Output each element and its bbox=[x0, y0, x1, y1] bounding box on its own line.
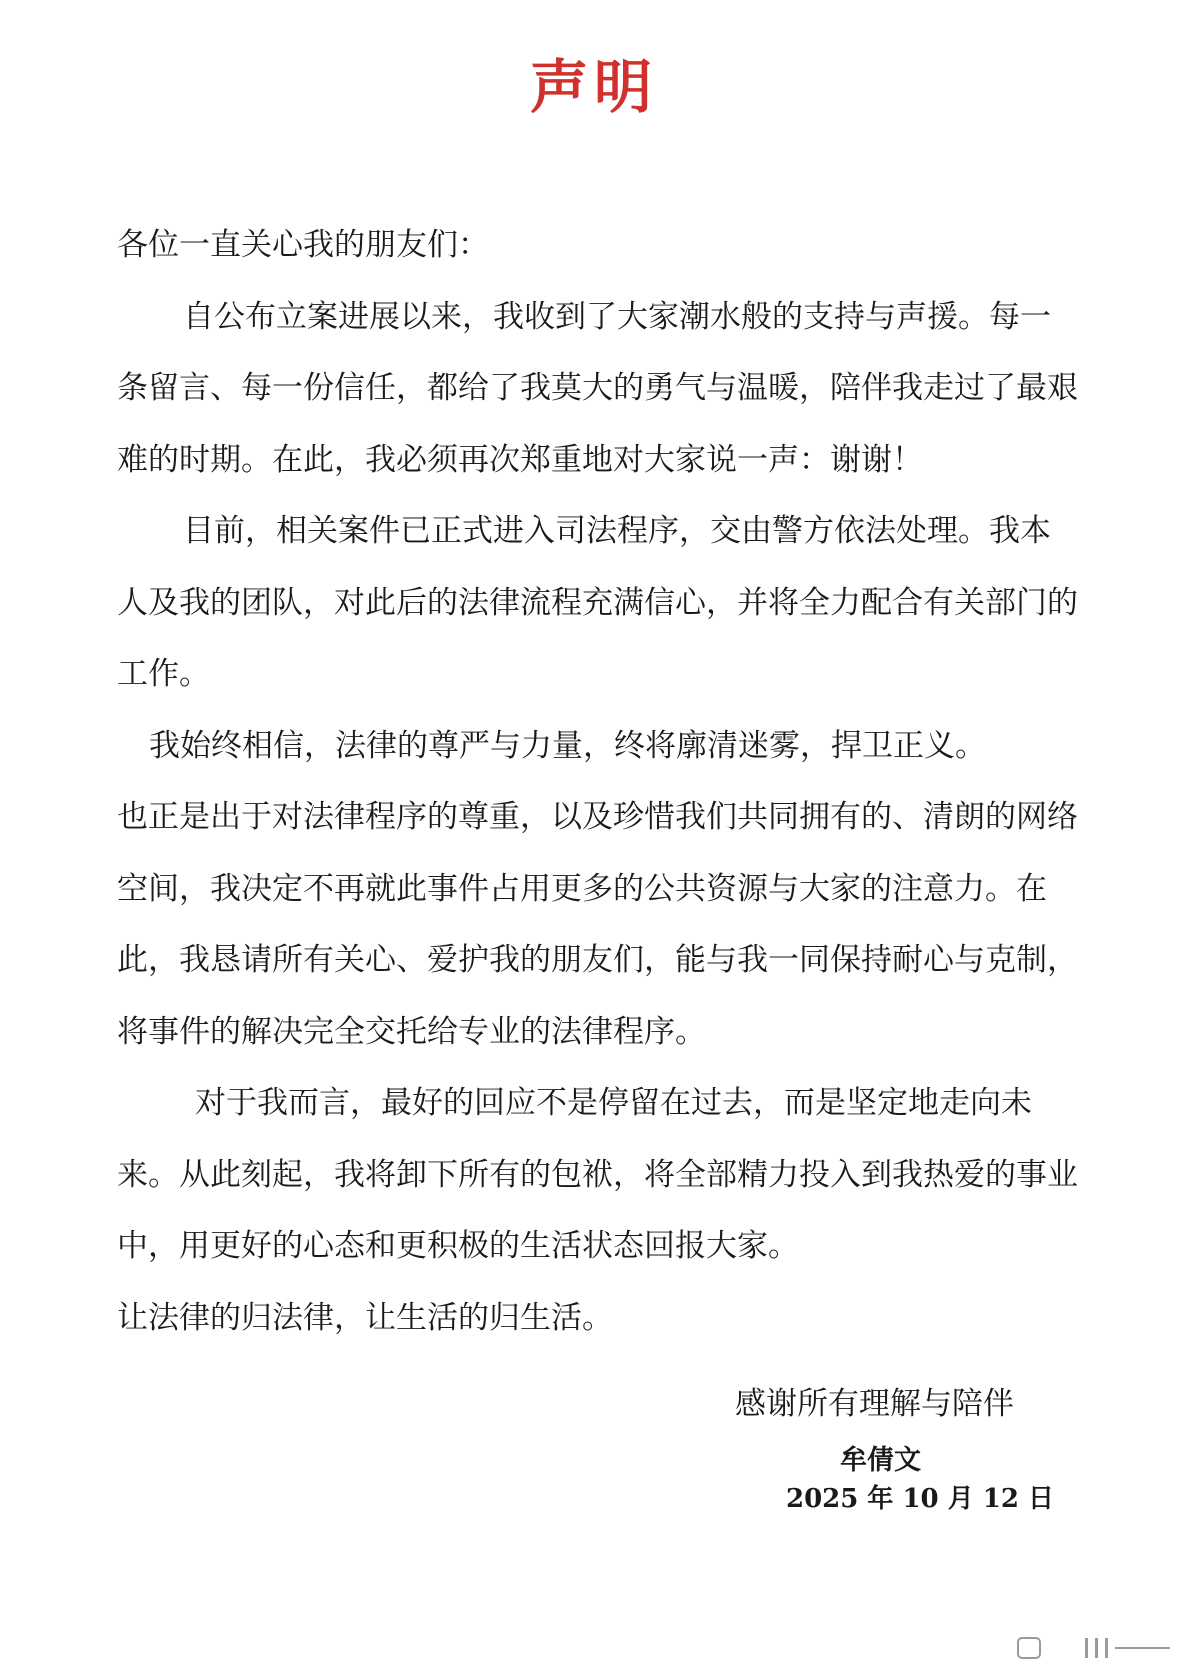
statement-date: 2025 年 10 月 12 日 bbox=[786, 1484, 1054, 1514]
paragraph-belief: 我始终相信，法律的尊严与力量，终将廓清迷雾，捍卫正义。 bbox=[149, 727, 986, 764]
paragraph-future: 对于我而言，最好的回应不是停留在过去，而是坚定地走向未来。从此刻起，我将卸下所有的包袱，将全部精力投入到我热爱的事业中，用更好的心态和更积极的生活状态回报大家。 bbox=[117, 1085, 1078, 1264]
closing-thanks: 感谢所有理解与陪伴 bbox=[735, 1386, 1014, 1422]
salutation: 各位一直关心我的朋友们： bbox=[117, 227, 489, 263]
toolbar-glyph-icon bbox=[1015, 1634, 1175, 1662]
paragraph-restraint: 也正是出于对法律程序的尊重，以及珍惜我们共同拥有的、清朗的网络空间，我决定不再就此事件占用更多的公共资源与大家的注意力。在此，我恳请所有关心、爱护我的朋友们，能与我一同保持耐心与克制，将事件的解决完全交托给专业的法律程序。 bbox=[117, 799, 1078, 1050]
statement-body bbox=[117, 210, 1081, 1354]
paragraph-legal-process: 目前，相关案件已正式进入司法程序，交由警方依法处理。我本人及我的团队，对此后的法律流程充满信心，并将全力配合有关部门的工作。 bbox=[117, 513, 1078, 692]
statement-title: 声明 bbox=[529, 53, 658, 121]
paragraph-gratitude: 自公布立案进展以来，我收到了大家潮水般的支持与声援。每一条留言、每一份信任，都给了我莫大的勇气与温暖，陪伴我走过了最艰难的时期。在此，我必须再次郑重地对大家说一声：谢谢！ bbox=[117, 298, 1078, 478]
paragraph-motto: 让法律的归法律，让生活的归生活。 bbox=[117, 1299, 613, 1336]
signer-name: 牟倩文 bbox=[840, 1445, 921, 1476]
